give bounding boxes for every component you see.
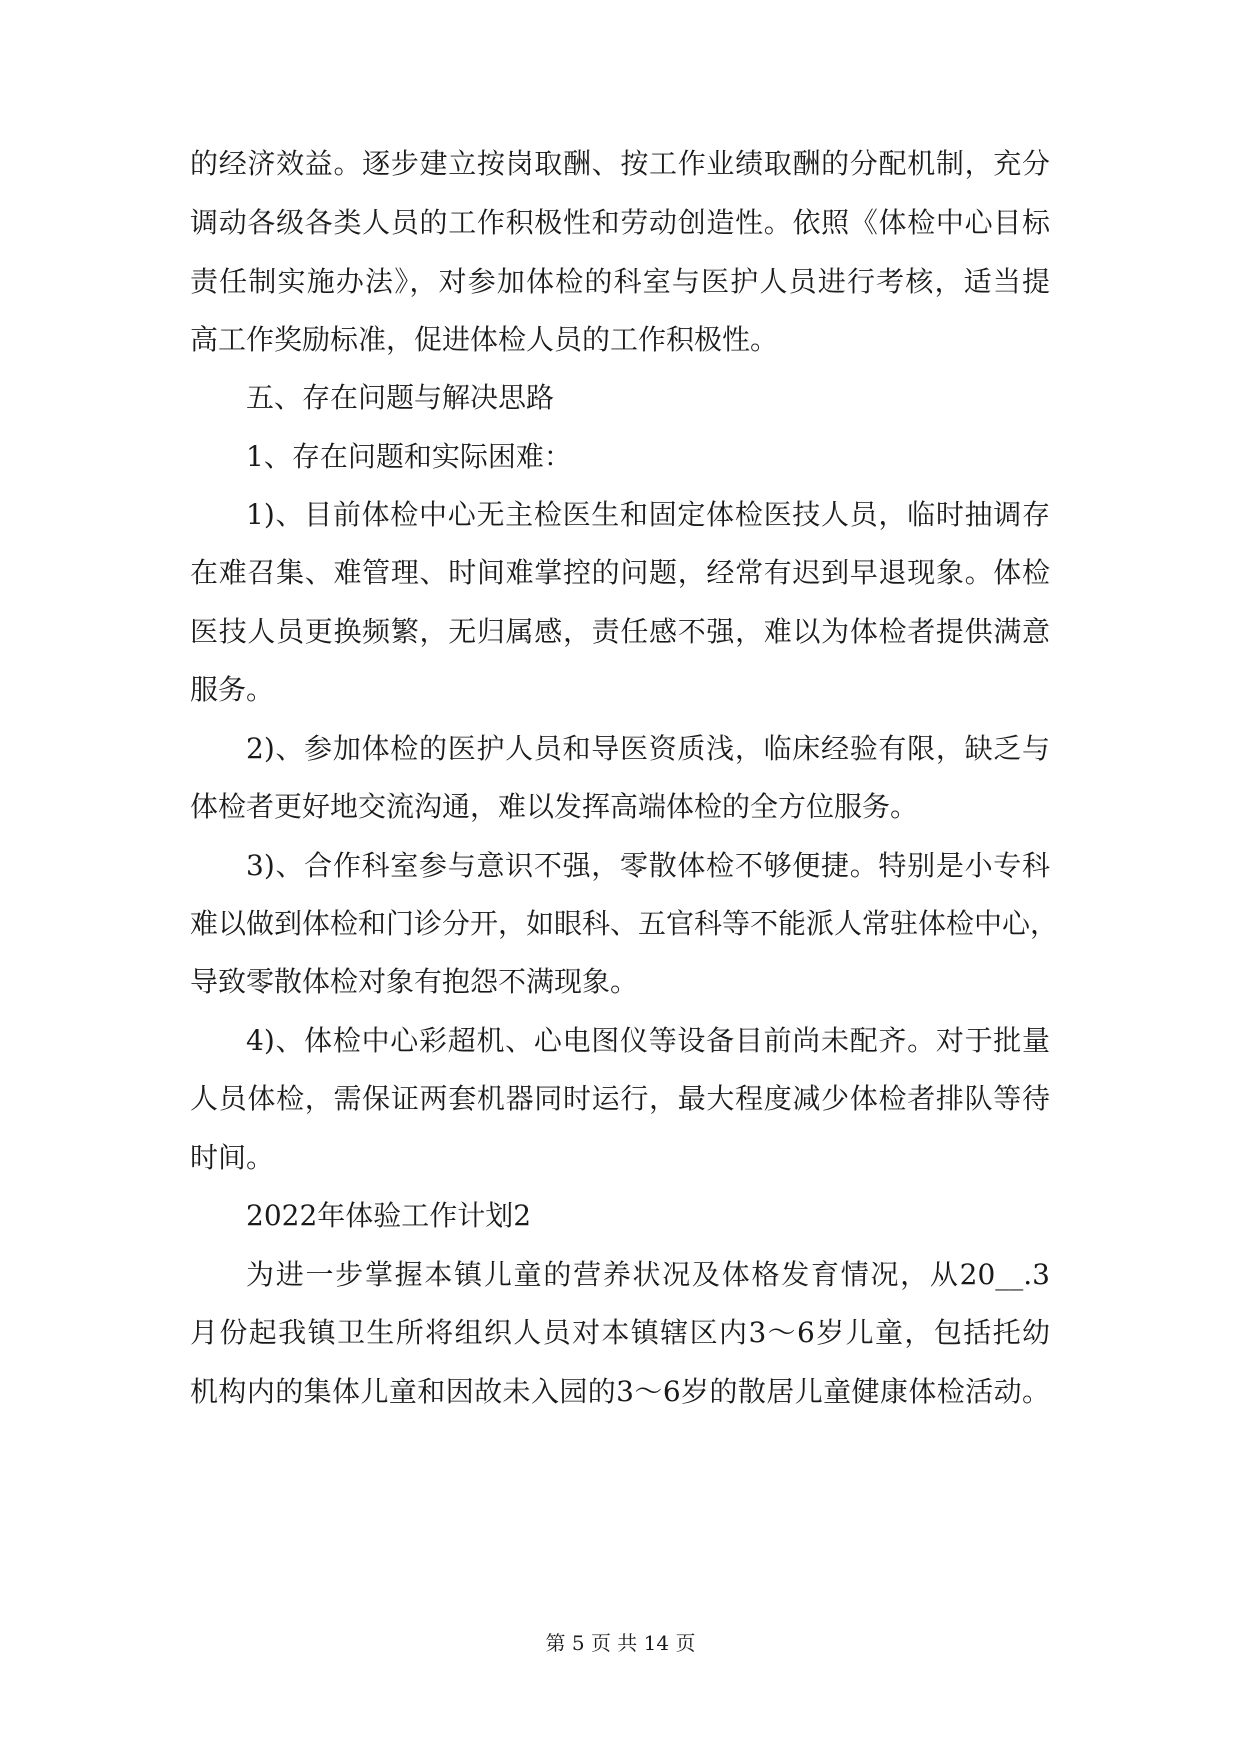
subsection-heading: 1、存在问题和实际困难： — [246, 440, 572, 473]
paragraph-line: 高工作奖励标准，促进体检人员的工作积极性。 — [190, 323, 779, 356]
paragraph-line: 难以做到体检和门诊分开，如眼科、五官科等不能派人常驻体检中心， — [190, 907, 1059, 940]
page-footer: 第 5 页 共 14 页 — [545, 1631, 696, 1655]
paragraph-line: 的经济效益。逐步建立按岗取酬、按工作业绩取酬的分配机制，充分 — [190, 147, 1050, 180]
document-heading: 2022年体验工作计划2 — [246, 1199, 532, 1232]
paragraph-line: 在难召集、难管理、时间难掌控的问题，经常有迟到早退现象。体检 — [190, 556, 1050, 589]
section-heading: 五、存在问题与解决思路 — [246, 381, 555, 414]
paragraph-line: 机构内的集体儿童和因故未入园的3～6岁的散居儿童健康体检活动。 — [190, 1375, 1050, 1408]
paragraph-line: 4)、体检中心彩超机、心电图仪等设备目前尚未配齐。对于批量 — [246, 1024, 1050, 1057]
paragraph-line: 调动各级各类人员的工作积极性和劳动创造性。依照《体检中心目标 — [190, 206, 1050, 239]
paragraph-line: 医技人员更换频繁，无归属感，责任感不强，难以为体检者提供满意 — [190, 615, 1050, 648]
paragraph-line: 服务。 — [190, 673, 275, 706]
paragraph-line: 体检者更好地交流沟通，难以发挥高端体检的全方位服务。 — [190, 790, 919, 823]
paragraph-line: 3)、合作科室参与意识不强，零散体检不够便捷。特别是小专科 — [246, 849, 1050, 882]
paragraph-line: 时间。 — [190, 1141, 275, 1174]
paragraph-line: 责任制实施办法》，对参加体检的科室与医护人员进行考核，适当提 — [190, 265, 1050, 298]
paragraph-line: 1)、目前体检中心无主检医生和固定体检医技人员，临时抽调存 — [246, 498, 1050, 531]
paragraph-line: 月份起我镇卫生所将组织人员对本镇辖区内3～6岁儿童，包括托幼 — [190, 1316, 1050, 1349]
paragraph-line: 人员体检，需保证两套机器同时运行，最大程度减少体检者排队等待 — [190, 1082, 1050, 1115]
paragraph-line: 2)、参加体检的医护人员和导医资质浅，临床经验有限，缺乏与 — [246, 732, 1050, 765]
paragraph-line: 导致零散体检对象有抱怨不满现象。 — [190, 965, 639, 998]
paragraph-line: 为进一步掌握本镇儿童的营养状况及体格发育情况，从20__.3 — [246, 1258, 1050, 1291]
